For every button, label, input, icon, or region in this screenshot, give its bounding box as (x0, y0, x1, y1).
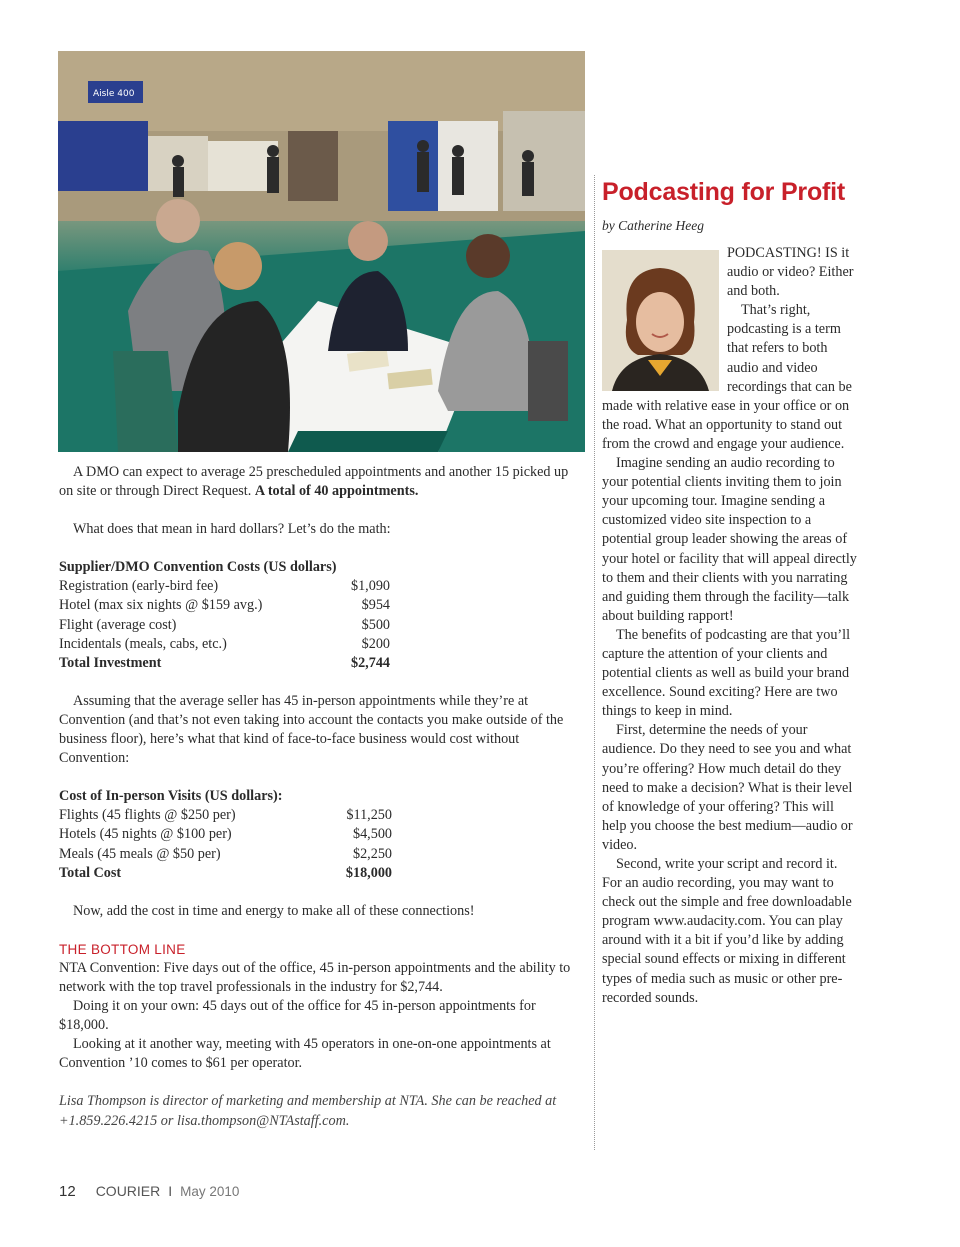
table-row: Hotels (45 nights @ $100 per) $4,500 (59, 826, 392, 843)
intro-paragraph: A DMO can expect to average 25 prescheduled appointments and another 15 picked up on site or through Direct Request. A total of 40 appointments. (59, 464, 569, 500)
author-portrait (602, 250, 719, 391)
article-paragraph: That’s right, podcasting is a term that refers to both audio and video recordings that can be made with relative ease in your office or on the road. What an opportunity to stand out from the crowd and engage your audience. (602, 302, 852, 452)
table-row: Registration (early-bird fee) $1,090 (59, 578, 390, 595)
article-paragraph: Second, write your script and record it. For an audio recording, you may want to check out the simple and free downloadable program www.audacity.com. You can play around with it a bit if you’d like by adding special sound effects or mixing in different types of media such as music or other pre-recorded sounds. (602, 856, 852, 1006)
table-title: Cost of In-person Visits (US dollars): (59, 788, 283, 805)
table-total-row: Total Investment $2,744 (59, 654, 390, 671)
publication-name: COURIER (95, 1183, 161, 1199)
left-column (59, 463, 584, 1131)
in-person-costs-table (59, 787, 392, 882)
author-portrait-illustration (602, 250, 719, 391)
footer-separator: I (168, 1183, 173, 1199)
article-paragraph: The benefits of podcasting are that you’ll capture the attention of your clients and potential clients as well as build your brand excellence. Sound exciting? Here are two things to keep in mind. (602, 626, 851, 720)
bottom-line-paragraph-2: Doing it on your own: 45 days out of the office for 45 in-person appointments for $18,000. (59, 998, 536, 1034)
issue-date: May 2010 (180, 1184, 240, 1199)
convention-photo (58, 51, 585, 452)
aisle-sign: Aisle 400 (93, 89, 135, 99)
bottom-line-paragraph-3: Looking at it another way, meeting with 45 operators in one-on-one appointments at Convention ’10 comes to $61 per operator. (59, 1036, 551, 1072)
page-number: 12 (59, 1183, 76, 1200)
bottom-line-paragraph-1: NTA Convention: Five days out of the office, 45 in-person appointments and the ability to network with the top travel professionals in the industry for $2,744. (59, 959, 571, 995)
appointments-total: A total of 40 appointments. (254, 483, 419, 500)
table-title: Supplier/DMO Convention Costs (US dollars) (59, 559, 337, 576)
assumption-paragraph: Assuming that the average seller has 45 in-person appointments while they’re at Convention (and that’s not even taking into account the contacts you make outside of the business floor), here’s what that kind of face-to-face business would cost without Convention: (59, 692, 564, 767)
table-row: Meals (45 meals @ $50 per) $2,250 (59, 845, 392, 862)
page-footer (59, 1183, 239, 1200)
table-row: Flight (average cost) $500 (59, 616, 390, 633)
article-paragraph: PODCASTING! IS it audio or video? Either and both. (727, 245, 854, 300)
article-paragraph: First, determine the needs of your audience. Do they need to see you and what you’re offering? How much detail do they need to make a decision? What is their level of knowledge of your offering? This will help you choose the best medium—audio or video. (602, 722, 853, 853)
article-title: Podcasting for Profit (602, 178, 846, 206)
math-intro: What does that mean in hard dollars? Let’s do the math: (73, 521, 391, 538)
table-total-row: Total Cost $18,000 (59, 864, 392, 881)
table-row: Hotel (max six nights @ $159 avg.) $954 (59, 597, 390, 614)
table-row: Incidentals (meals, cabs, etc.) $200 (59, 635, 390, 652)
table-row: Flights (45 flights @ $250 per) $11,250 (59, 807, 392, 824)
article-paragraph: Imagine sending an audio recording to your potential clients inviting them to join your upcoming tour. Imagine sending a customized video site inspection to a potential group leader showing the areas of your hotel or facility that will appeal directly to them and their clients with you narrating and guiding them through the facility—talk about building rapport! (602, 455, 857, 624)
bottom-line-heading: THE BOTTOM LINE (59, 941, 186, 957)
author-note: Lisa Thompson is director of marketing and membership at NTA. She can be reached at +1.859.226.4215 or lisa.thompson@NTAstaff.com. (59, 1093, 557, 1129)
article-column (602, 176, 858, 1008)
convention-costs-table (59, 558, 390, 673)
article-byline: by Catherine Heeg (602, 218, 704, 233)
column-divider (594, 175, 595, 1150)
now-paragraph: Now, add the cost in time and energy to make all of these connections! (73, 902, 475, 919)
convention-scene-illustration (58, 51, 585, 452)
